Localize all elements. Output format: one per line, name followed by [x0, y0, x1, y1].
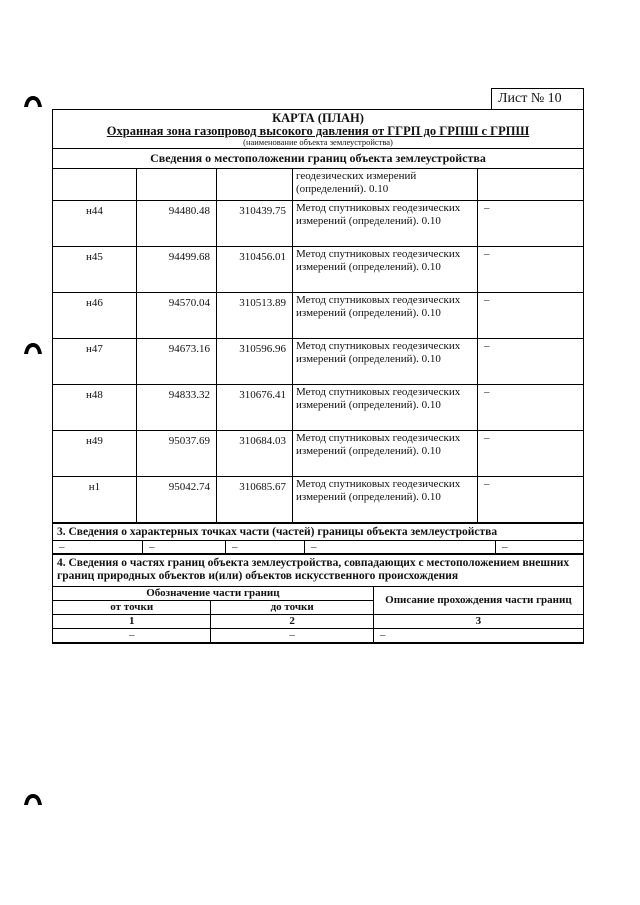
y-cell	[217, 169, 293, 201]
point-name-cell: н45	[53, 247, 137, 293]
y-cell: 310676.41	[217, 385, 293, 431]
section4-cell: –	[53, 628, 211, 642]
point-name-cell: н49	[53, 431, 137, 477]
col-number: 2	[211, 614, 373, 628]
col-desc-header: Описание прохождения части границ	[373, 586, 583, 614]
table-row	[53, 169, 583, 201]
object-name: Охранная зона газопровод высокого давления от ГГРП до ГРПШ с ГРПШ	[106, 124, 530, 139]
x-cell: 94480.48	[137, 201, 217, 247]
object-caption: (наименование объекта землеустройства)	[243, 137, 393, 148]
table-row	[53, 431, 583, 477]
method-cell: Метод спутниковых геодезических измерений (определений). 0.10	[293, 339, 478, 385]
x-cell: 94673.16	[137, 339, 217, 385]
col-from-header: от точки	[53, 600, 211, 614]
section3-title: 3. Сведения о характерных точках части (частей) границы объекта землеустройства	[53, 523, 583, 540]
extra-cell: –	[478, 385, 584, 431]
y-cell: 310684.03	[217, 431, 293, 477]
extra-cell: –	[478, 477, 584, 523]
table-row	[53, 477, 583, 523]
table-row	[53, 385, 583, 431]
document-form	[52, 109, 584, 644]
x-cell: 94833.32	[137, 385, 217, 431]
section-location-title: Сведения о местоположении границ объекта землеустройства	[53, 148, 583, 168]
point-name-cell: н47	[53, 339, 137, 385]
method-cell: геодезических измерений (определений). 0.10	[293, 169, 478, 201]
col-number: 1	[53, 614, 211, 628]
y-cell: 310456.01	[217, 247, 293, 293]
coordinates-table	[53, 168, 583, 523]
section3-cell: –	[496, 541, 584, 554]
method-cell: Метод спутниковых геодезических измерений (определений). 0.10	[293, 293, 478, 339]
table-row	[53, 293, 583, 339]
method-cell: Метод спутниковых геодезических измерений (определений). 0.10	[293, 247, 478, 293]
point-name-cell: н44	[53, 201, 137, 247]
table-row	[53, 247, 583, 293]
section4-title: 4. Сведения о частях границ объекта землеустройства, совпадающих с местоположением внешних границ природных объектов и(или) объектов искусственного происхождения	[53, 554, 583, 585]
extra-cell: –	[478, 247, 584, 293]
extra-cell: –	[478, 431, 584, 477]
table-row	[53, 614, 583, 628]
extra-cell	[478, 169, 584, 201]
section3-cell: –	[53, 541, 143, 554]
y-cell: 310685.67	[217, 477, 293, 523]
section3-table	[53, 540, 583, 554]
col-number: 3	[373, 614, 583, 628]
extra-cell: –	[478, 201, 584, 247]
table-row	[53, 628, 583, 642]
method-cell: Метод спутниковых геодезических измерений (определений). 0.10	[293, 385, 478, 431]
x-cell: 94499.68	[137, 247, 217, 293]
table-row	[53, 201, 583, 247]
extra-cell: –	[478, 339, 584, 385]
page-title: КАРТА (ПЛАН)	[272, 111, 364, 125]
section4-cell: –	[373, 628, 583, 642]
form-header	[53, 110, 583, 148]
method-cell: Метод спутниковых геодезических измерений (определений). 0.10	[293, 477, 478, 523]
y-cell: 310439.75	[217, 201, 293, 247]
method-cell: Метод спутниковых геодезических измерений (определений). 0.10	[293, 431, 478, 477]
y-cell: 310596.96	[217, 339, 293, 385]
y-cell: 310513.89	[217, 293, 293, 339]
point-name-cell: н48	[53, 385, 137, 431]
sheet-number: Лист № 10	[491, 88, 584, 110]
extra-cell: –	[478, 293, 584, 339]
point-name-cell: н1	[53, 477, 137, 523]
point-name-cell	[53, 169, 137, 201]
punch-mark-icon	[22, 792, 44, 804]
table-row	[53, 339, 583, 385]
section4-table	[53, 586, 583, 643]
table-row	[53, 541, 583, 554]
col-to-header: до точки	[211, 600, 373, 614]
section3-cell: –	[305, 541, 496, 554]
punch-mark-icon	[22, 94, 44, 106]
col-group-header: Обозначение части границ	[53, 586, 373, 600]
x-cell: 95042.74	[137, 477, 217, 523]
method-cell: Метод спутниковых геодезических измерений (определений). 0.10	[293, 201, 478, 247]
section4-cell: –	[211, 628, 373, 642]
x-cell: 94570.04	[137, 293, 217, 339]
table-row	[53, 586, 583, 600]
punch-mark-icon	[22, 341, 44, 353]
section3-cell: –	[143, 541, 226, 554]
x-cell: 95037.69	[137, 431, 217, 477]
x-cell	[137, 169, 217, 201]
point-name-cell: н46	[53, 293, 137, 339]
section3-cell: –	[226, 541, 305, 554]
